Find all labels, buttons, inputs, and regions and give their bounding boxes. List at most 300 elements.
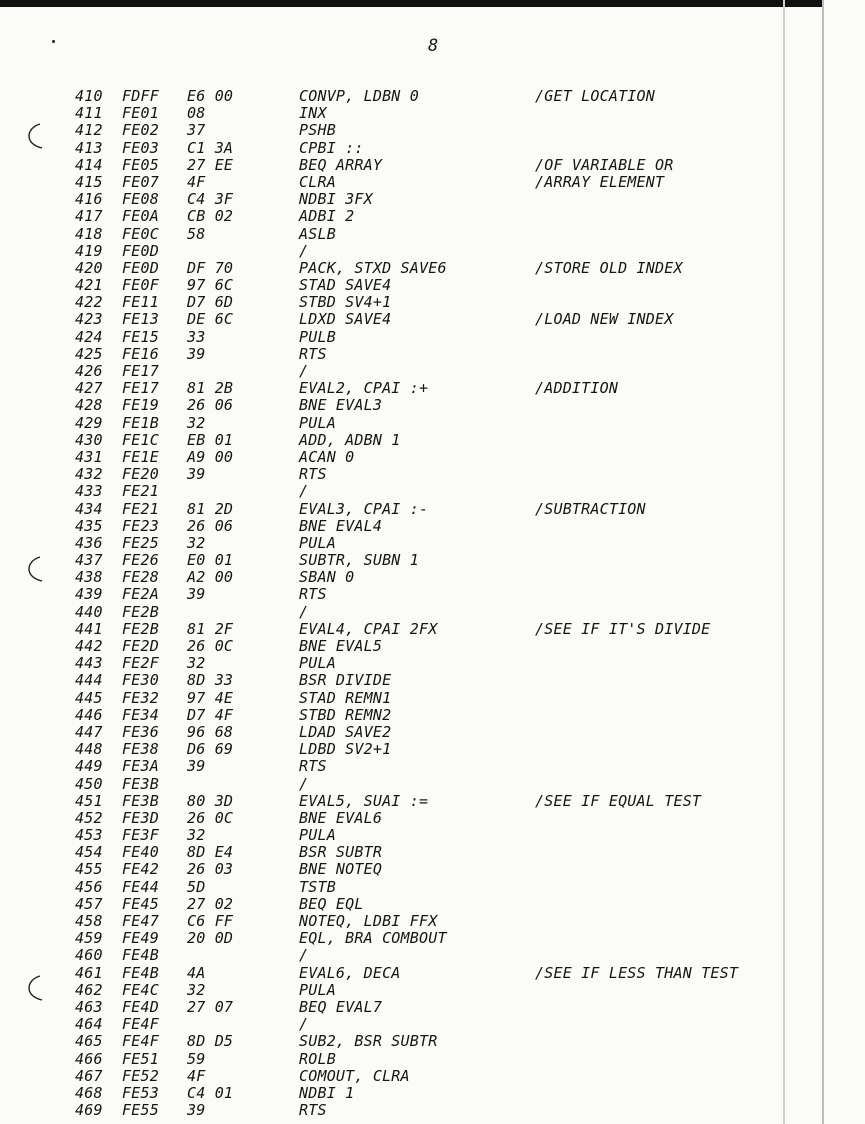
listing-line xyxy=(0,294,780,311)
assembly-listing xyxy=(0,88,780,1119)
address: FE34 xyxy=(122,705,159,724)
line-number: 417 xyxy=(75,207,103,226)
object-code: 97 4E xyxy=(187,688,234,707)
comment: /OF VARIABLE OR xyxy=(535,155,674,174)
source-statement: / xyxy=(299,362,309,380)
address: FE2B xyxy=(122,619,159,638)
object-code: A2 00 xyxy=(187,568,234,587)
source-statement: RTS xyxy=(299,465,327,484)
listing-line xyxy=(0,329,780,346)
address: FE32 xyxy=(122,688,159,707)
object-code: 32 xyxy=(187,826,206,845)
source-statement: PULA xyxy=(299,826,336,845)
source-statement: ADD, ADBN 1 xyxy=(299,430,401,449)
object-code: 8D 33 xyxy=(187,671,234,690)
page-edge-line xyxy=(822,0,824,1124)
line-number: 444 xyxy=(75,671,103,690)
listing-line xyxy=(0,896,780,913)
page-right-margin-line xyxy=(783,0,785,1124)
address: FE40 xyxy=(122,843,159,862)
listing-line xyxy=(0,415,780,432)
line-number: 425 xyxy=(75,344,103,363)
listing-line xyxy=(0,690,780,707)
object-code: 39 xyxy=(187,757,206,776)
listing-line xyxy=(0,260,780,277)
source-statement: STAD SAVE4 xyxy=(299,276,392,295)
address: FE4B xyxy=(122,946,159,965)
source-statement: BEQ EQL xyxy=(299,894,364,913)
listing-line xyxy=(0,226,780,243)
line-number: 428 xyxy=(75,396,103,415)
listing-line xyxy=(0,965,780,982)
line-number: 416 xyxy=(75,190,103,209)
listing-line xyxy=(0,157,780,174)
object-code: C4 01 xyxy=(187,1083,234,1102)
line-number: 447 xyxy=(75,722,103,741)
object-code: 32 xyxy=(187,654,206,673)
listing-line xyxy=(0,449,780,466)
source-statement: NDBI 3FX xyxy=(299,190,373,209)
source-statement: STBD SV4+1 xyxy=(299,293,392,312)
comment: /SUBTRACTION xyxy=(535,499,646,518)
line-number: 446 xyxy=(75,705,103,724)
listing-line xyxy=(0,793,780,810)
object-code: DF 70 xyxy=(187,258,234,277)
source-statement: / xyxy=(299,774,309,793)
address: FE52 xyxy=(122,1066,159,1085)
address: FE3B xyxy=(122,791,159,810)
line-number: 465 xyxy=(75,1032,103,1051)
line-number: 442 xyxy=(75,637,103,655)
listing-line xyxy=(0,243,780,260)
listing-line xyxy=(0,982,780,999)
source-statement: LDBD SV2+1 xyxy=(299,740,392,759)
comment: /STORE OLD INDEX xyxy=(535,258,683,277)
source-statement: / xyxy=(299,1015,309,1034)
address: FE13 xyxy=(122,310,159,329)
source-statement: EVAL6, DECA xyxy=(299,963,401,982)
line-number: 410 xyxy=(75,87,103,105)
listing-line xyxy=(0,672,780,689)
object-code: 39 xyxy=(187,585,206,604)
listing-line xyxy=(0,380,780,397)
object-code: C1 3A xyxy=(187,138,234,157)
address: FE42 xyxy=(122,860,159,879)
object-code: 59 xyxy=(187,1049,206,1068)
listing-line xyxy=(0,277,780,294)
line-number: 421 xyxy=(75,276,103,295)
line-number: 464 xyxy=(75,1015,103,1034)
object-code: 26 0C xyxy=(187,808,234,827)
listing-line xyxy=(0,1102,780,1119)
address: FE3D xyxy=(122,808,159,827)
address: FE2F xyxy=(122,654,159,673)
line-number: 463 xyxy=(75,997,103,1016)
source-statement: / xyxy=(299,482,309,501)
listing-line xyxy=(0,1085,780,1102)
listing-line xyxy=(0,758,780,775)
line-number: 429 xyxy=(75,413,103,432)
line-number: 433 xyxy=(75,482,103,501)
line-number: 439 xyxy=(75,585,103,604)
object-code: 4F xyxy=(187,172,206,191)
source-statement: SUB2, BSR SUBTR xyxy=(299,1032,438,1051)
listing-line xyxy=(0,88,780,105)
source-statement: STBD REMN2 xyxy=(299,705,392,724)
listing-line xyxy=(0,432,780,449)
object-code: 8D D5 xyxy=(187,1032,234,1051)
line-number: 414 xyxy=(75,155,103,174)
address: FE44 xyxy=(122,877,159,896)
listing-line xyxy=(0,776,780,793)
line-number: 423 xyxy=(75,310,103,329)
source-statement: EVAL5, SUAI := xyxy=(299,791,429,810)
comment: /GET LOCATION xyxy=(535,87,655,105)
address: FE45 xyxy=(122,894,159,913)
listing-line xyxy=(0,1016,780,1033)
line-number: 441 xyxy=(75,619,103,638)
object-code: 37 xyxy=(187,121,206,140)
line-number: 467 xyxy=(75,1066,103,1085)
listing-line xyxy=(0,346,780,363)
listing-line xyxy=(0,586,780,603)
address: FE23 xyxy=(122,516,159,535)
address: FE19 xyxy=(122,396,159,415)
address: FE05 xyxy=(122,155,159,174)
listing-line xyxy=(0,861,780,878)
source-statement: RTS xyxy=(299,1101,327,1120)
stray-dot-mark xyxy=(52,40,55,43)
line-number: 424 xyxy=(75,327,103,346)
address: FE0A xyxy=(122,207,159,226)
listing-line xyxy=(0,208,780,225)
source-statement: BNE EVAL6 xyxy=(299,808,383,827)
source-statement: PACK, STXD SAVE6 xyxy=(299,258,447,277)
object-code: CB 02 xyxy=(187,207,234,226)
line-number: 451 xyxy=(75,791,103,810)
line-number: 455 xyxy=(75,860,103,879)
source-statement: BSR DIVIDE xyxy=(299,671,392,690)
source-statement: PULA xyxy=(299,413,336,432)
source-statement: LDAD SAVE2 xyxy=(299,722,392,741)
address: FE0C xyxy=(122,224,159,243)
source-statement: ACAN 0 xyxy=(299,447,355,466)
line-number: 437 xyxy=(75,551,103,570)
object-code: 39 xyxy=(187,1101,206,1120)
listing-line xyxy=(0,535,780,552)
object-code: 32 xyxy=(187,980,206,999)
line-number: 435 xyxy=(75,516,103,535)
address: FE01 xyxy=(122,104,159,123)
line-number: 422 xyxy=(75,293,103,312)
address: FE07 xyxy=(122,172,159,191)
listing-line xyxy=(0,466,780,483)
address: FE53 xyxy=(122,1083,159,1102)
source-statement: CPBI :: xyxy=(299,138,364,157)
listing-line xyxy=(0,827,780,844)
comment: /ARRAY ELEMENT xyxy=(535,172,665,191)
line-number: 440 xyxy=(75,602,103,621)
source-statement: CONVP, LDBN 0 xyxy=(299,87,419,105)
source-statement: COMOUT, CLRA xyxy=(299,1066,410,1085)
address: FE02 xyxy=(122,121,159,140)
listing-line xyxy=(0,1051,780,1068)
line-number: 411 xyxy=(75,104,103,123)
address: FE17 xyxy=(122,379,159,398)
address: FE08 xyxy=(122,190,159,209)
source-statement: BEQ ARRAY xyxy=(299,155,383,174)
source-statement: TSTB xyxy=(299,877,336,896)
object-code: C6 FF xyxy=(187,912,234,930)
source-statement: NOTEQ, LDBI FFX xyxy=(299,912,438,930)
line-number: 432 xyxy=(75,465,103,484)
object-code: 27 EE xyxy=(187,155,234,174)
address: FE26 xyxy=(122,551,159,570)
source-statement: ASLB xyxy=(299,224,336,243)
line-number: 418 xyxy=(75,224,103,243)
object-code: 32 xyxy=(187,413,206,432)
source-statement: BNE EVAL3 xyxy=(299,396,383,415)
line-number: 449 xyxy=(75,757,103,776)
line-number: 458 xyxy=(75,912,103,930)
address: FE3A xyxy=(122,757,159,776)
object-code: 27 07 xyxy=(187,997,234,1016)
line-number: 430 xyxy=(75,430,103,449)
object-code: 4A xyxy=(187,963,206,982)
address: FE0D xyxy=(122,241,159,260)
line-number: 469 xyxy=(75,1101,103,1120)
object-code: 26 06 xyxy=(187,396,234,415)
line-number: 452 xyxy=(75,808,103,827)
line-number: 468 xyxy=(75,1083,103,1102)
listing-line xyxy=(0,569,780,586)
address: FE36 xyxy=(122,722,159,741)
object-code: 97 6C xyxy=(187,276,234,295)
line-number: 462 xyxy=(75,980,103,999)
listing-line xyxy=(0,122,780,139)
listing-line xyxy=(0,638,780,655)
source-statement: BNE NOTEQ xyxy=(299,860,383,879)
object-code: C4 3F xyxy=(187,190,234,209)
address: FE38 xyxy=(122,740,159,759)
object-code: 08 xyxy=(187,104,206,123)
object-code: E6 00 xyxy=(187,87,234,105)
listing-line xyxy=(0,879,780,896)
listing-line xyxy=(0,140,780,157)
comment: /SEE IF IT'S DIVIDE xyxy=(535,619,711,638)
address: FE1E xyxy=(122,447,159,466)
address: FE03 xyxy=(122,138,159,157)
object-code: DE 6C xyxy=(187,310,234,329)
address: FE51 xyxy=(122,1049,159,1068)
address: FE55 xyxy=(122,1101,159,1120)
object-code: 20 0D xyxy=(187,929,234,948)
listing-line xyxy=(0,947,780,964)
address: FE0F xyxy=(122,276,159,295)
source-statement: PULA xyxy=(299,533,336,552)
address: FE21 xyxy=(122,482,159,501)
line-number: 459 xyxy=(75,929,103,948)
listing-line xyxy=(0,930,780,947)
source-statement: SUBTR, SUBN 1 xyxy=(299,551,419,570)
source-statement: ADBI 2 xyxy=(299,207,355,226)
address: FE2D xyxy=(122,637,159,655)
line-number: 460 xyxy=(75,946,103,965)
line-number: 456 xyxy=(75,877,103,896)
address: FE20 xyxy=(122,465,159,484)
object-code: 5D xyxy=(187,877,206,896)
listing-line xyxy=(0,810,780,827)
source-statement: / xyxy=(299,946,309,965)
source-statement: EVAL4, CPAI 2FX xyxy=(299,619,438,638)
address: FE4D xyxy=(122,997,159,1016)
comment: /SEE IF LESS THAN TEST xyxy=(535,963,739,982)
source-statement: / xyxy=(299,241,309,260)
listing-line xyxy=(0,913,780,930)
listing-line xyxy=(0,397,780,414)
listing-line xyxy=(0,707,780,724)
line-number: 448 xyxy=(75,740,103,759)
source-statement: RTS xyxy=(299,585,327,604)
object-code: 39 xyxy=(187,465,206,484)
source-statement: RTS xyxy=(299,757,327,776)
address: FE30 xyxy=(122,671,159,690)
source-statement: STAD REMN1 xyxy=(299,688,392,707)
object-code: 80 3D xyxy=(187,791,234,810)
listing-line xyxy=(0,844,780,861)
address: FE3B xyxy=(122,774,159,793)
object-code: 81 2D xyxy=(187,499,234,518)
listing-line xyxy=(0,501,780,518)
source-statement: SBAN 0 xyxy=(299,568,355,587)
source-statement: PULA xyxy=(299,654,336,673)
source-statement: PSHB xyxy=(299,121,336,140)
object-code: 8D E4 xyxy=(187,843,234,862)
source-statement: EVAL3, CPAI :- xyxy=(299,499,429,518)
address: FE3F xyxy=(122,826,159,845)
source-statement: BSR SUBTR xyxy=(299,843,383,862)
object-code: 4F xyxy=(187,1066,206,1085)
source-statement: LDXD SAVE4 xyxy=(299,310,392,329)
line-number: 426 xyxy=(75,362,103,380)
listing-line xyxy=(0,363,780,380)
object-code: 32 xyxy=(187,533,206,552)
address: FE28 xyxy=(122,568,159,587)
source-statement: EVAL2, CPAI :+ xyxy=(299,379,429,398)
address: FE49 xyxy=(122,929,159,948)
object-code: 26 03 xyxy=(187,860,234,879)
listing-line xyxy=(0,1033,780,1050)
line-number: 438 xyxy=(75,568,103,587)
address: FE4B xyxy=(122,963,159,982)
line-number: 427 xyxy=(75,379,103,398)
object-code: EB 01 xyxy=(187,430,234,449)
address: FE15 xyxy=(122,327,159,346)
source-statement: CLRA xyxy=(299,172,336,191)
comment: /LOAD NEW INDEX xyxy=(535,310,674,329)
line-number: 466 xyxy=(75,1049,103,1068)
address: FE1C xyxy=(122,430,159,449)
address: FE0D xyxy=(122,258,159,277)
object-code: D7 6D xyxy=(187,293,234,312)
source-statement: NDBI 1 xyxy=(299,1083,355,1102)
source-statement: ROLB xyxy=(299,1049,336,1068)
listing-line xyxy=(0,741,780,758)
source-statement: BEQ EVAL7 xyxy=(299,997,383,1016)
line-number: 434 xyxy=(75,499,103,518)
listing-line xyxy=(0,483,780,500)
object-code: E0 01 xyxy=(187,551,234,570)
line-number: 445 xyxy=(75,688,103,707)
page-number: 8 xyxy=(428,36,439,56)
line-number: 443 xyxy=(75,654,103,673)
source-statement: EQL, BRA COMBOUT xyxy=(299,929,447,948)
source-statement: BNE EVAL4 xyxy=(299,516,383,535)
address: FE1B xyxy=(122,413,159,432)
address: FE2A xyxy=(122,585,159,604)
address: FDFF xyxy=(122,87,159,105)
object-code: 81 2B xyxy=(187,379,234,398)
line-number: 431 xyxy=(75,447,103,466)
source-statement: PULA xyxy=(299,980,336,999)
listing-line xyxy=(0,655,780,672)
page-top-border xyxy=(0,0,822,7)
line-number: 412 xyxy=(75,121,103,140)
line-number: 436 xyxy=(75,533,103,552)
object-code: 96 68 xyxy=(187,722,234,741)
address: FE17 xyxy=(122,362,159,380)
object-code: D6 69 xyxy=(187,740,234,759)
line-number: 419 xyxy=(75,241,103,260)
listing-line xyxy=(0,724,780,741)
listing-line xyxy=(0,174,780,191)
object-code: 81 2F xyxy=(187,619,234,638)
object-code: 26 0C xyxy=(187,637,234,655)
comment: /ADDITION xyxy=(535,379,619,398)
address: FE4F xyxy=(122,1015,159,1034)
source-statement: / xyxy=(299,602,309,621)
line-number: 453 xyxy=(75,826,103,845)
object-code: 33 xyxy=(187,327,206,346)
address: FE11 xyxy=(122,293,159,312)
address: FE25 xyxy=(122,533,159,552)
listing-line xyxy=(0,311,780,328)
listing-line xyxy=(0,621,780,638)
object-code: 26 06 xyxy=(187,516,234,535)
object-code: A9 00 xyxy=(187,447,234,466)
listing-line xyxy=(0,552,780,569)
line-number: 413 xyxy=(75,138,103,157)
listing-line xyxy=(0,999,780,1016)
source-statement: RTS xyxy=(299,344,327,363)
line-number: 450 xyxy=(75,774,103,793)
object-code: 58 xyxy=(187,224,206,243)
object-code: 27 02 xyxy=(187,894,234,913)
source-statement: BNE EVAL5 xyxy=(299,637,383,655)
listing-line xyxy=(0,105,780,122)
address: FE21 xyxy=(122,499,159,518)
line-number: 461 xyxy=(75,963,103,982)
address: FE2B xyxy=(122,602,159,621)
object-code: 39 xyxy=(187,344,206,363)
listing-line xyxy=(0,1068,780,1085)
address: FE16 xyxy=(122,344,159,363)
line-number: 454 xyxy=(75,843,103,862)
source-statement: INX xyxy=(299,104,327,123)
listing-line xyxy=(0,604,780,621)
address: FE4C xyxy=(122,980,159,999)
listing-line xyxy=(0,518,780,535)
